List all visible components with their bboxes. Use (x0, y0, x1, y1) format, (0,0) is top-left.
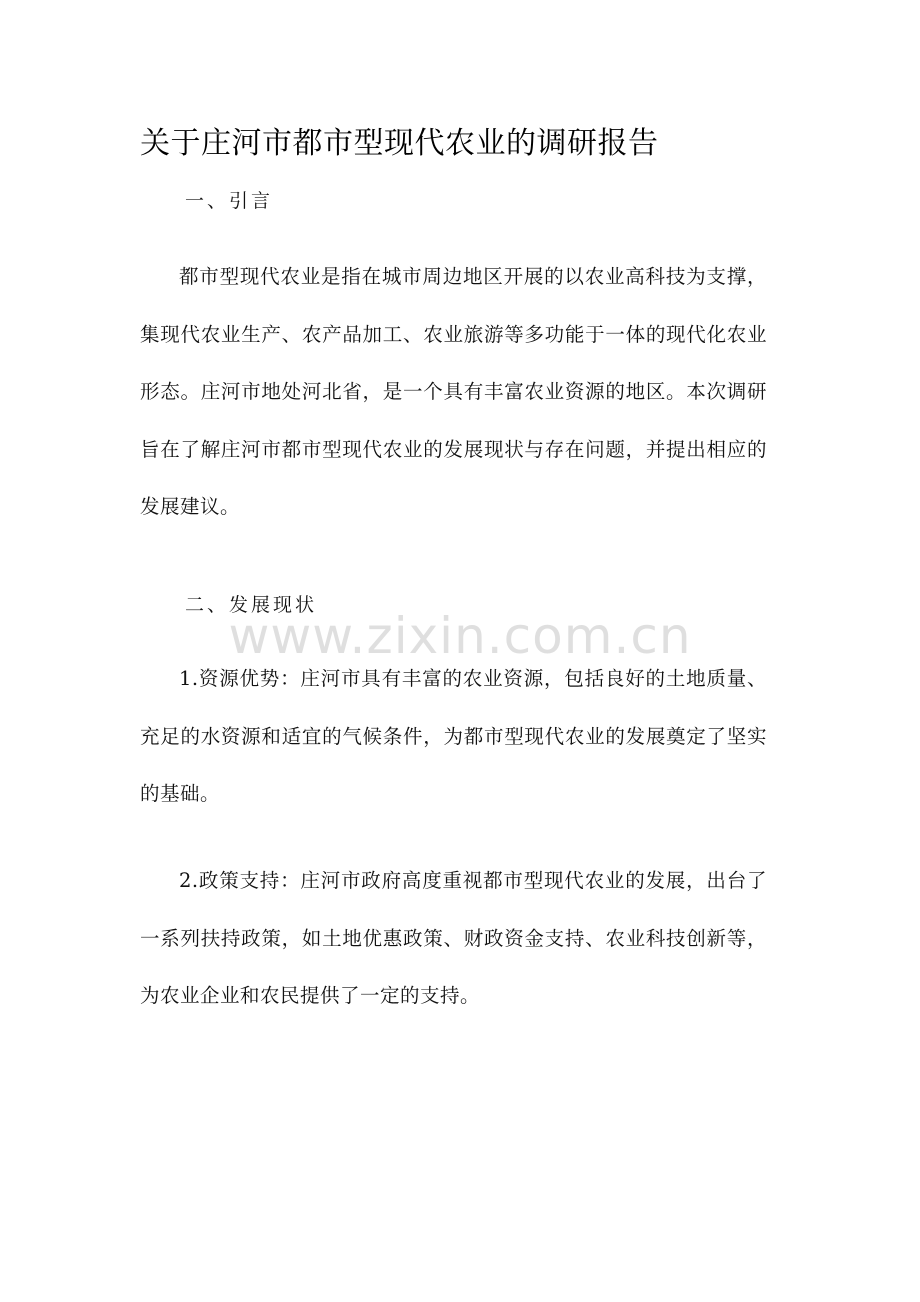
paragraph-policy-support: 2.政策支持：庄河市政府高度重视都市型现代农业的发展，出台了一系列扶持政策，如土地优惠政策、财政资金支持、农业科技创新等，为农业企业和农民提供了一定的支持。 (140, 869, 767, 1007)
paragraph-resource-advantage: 1.资源优势：庄河市具有丰富的农业资源，包括良好的土地质量、充足的水资源和适宜的气候条件，为都市型现代农业的发展奠定了坚实的基础。 (140, 667, 767, 805)
section-heading-development-status: 二、发展现状 (185, 594, 318, 616)
watermark: www.zixin.com.cn (228, 607, 692, 665)
section-heading-introduction: 一、引言 (185, 190, 274, 212)
paragraph-introduction: 都市型现代农业是指在城市周边地区开展的以农业高科技为支撑，集现代农业生产、农产品加工、农业旅游等多功能于一体的现代化农业形态。庄河市地处河北省，是一个具有丰富农业资源的地区。本次调研旨在了解庄河市都市型现代农业的发展现状与存在问题，并提出相应的发展建议。 (140, 265, 767, 518)
document-title: 关于庄河市都市型现代农业的调研报告 (140, 126, 659, 161)
